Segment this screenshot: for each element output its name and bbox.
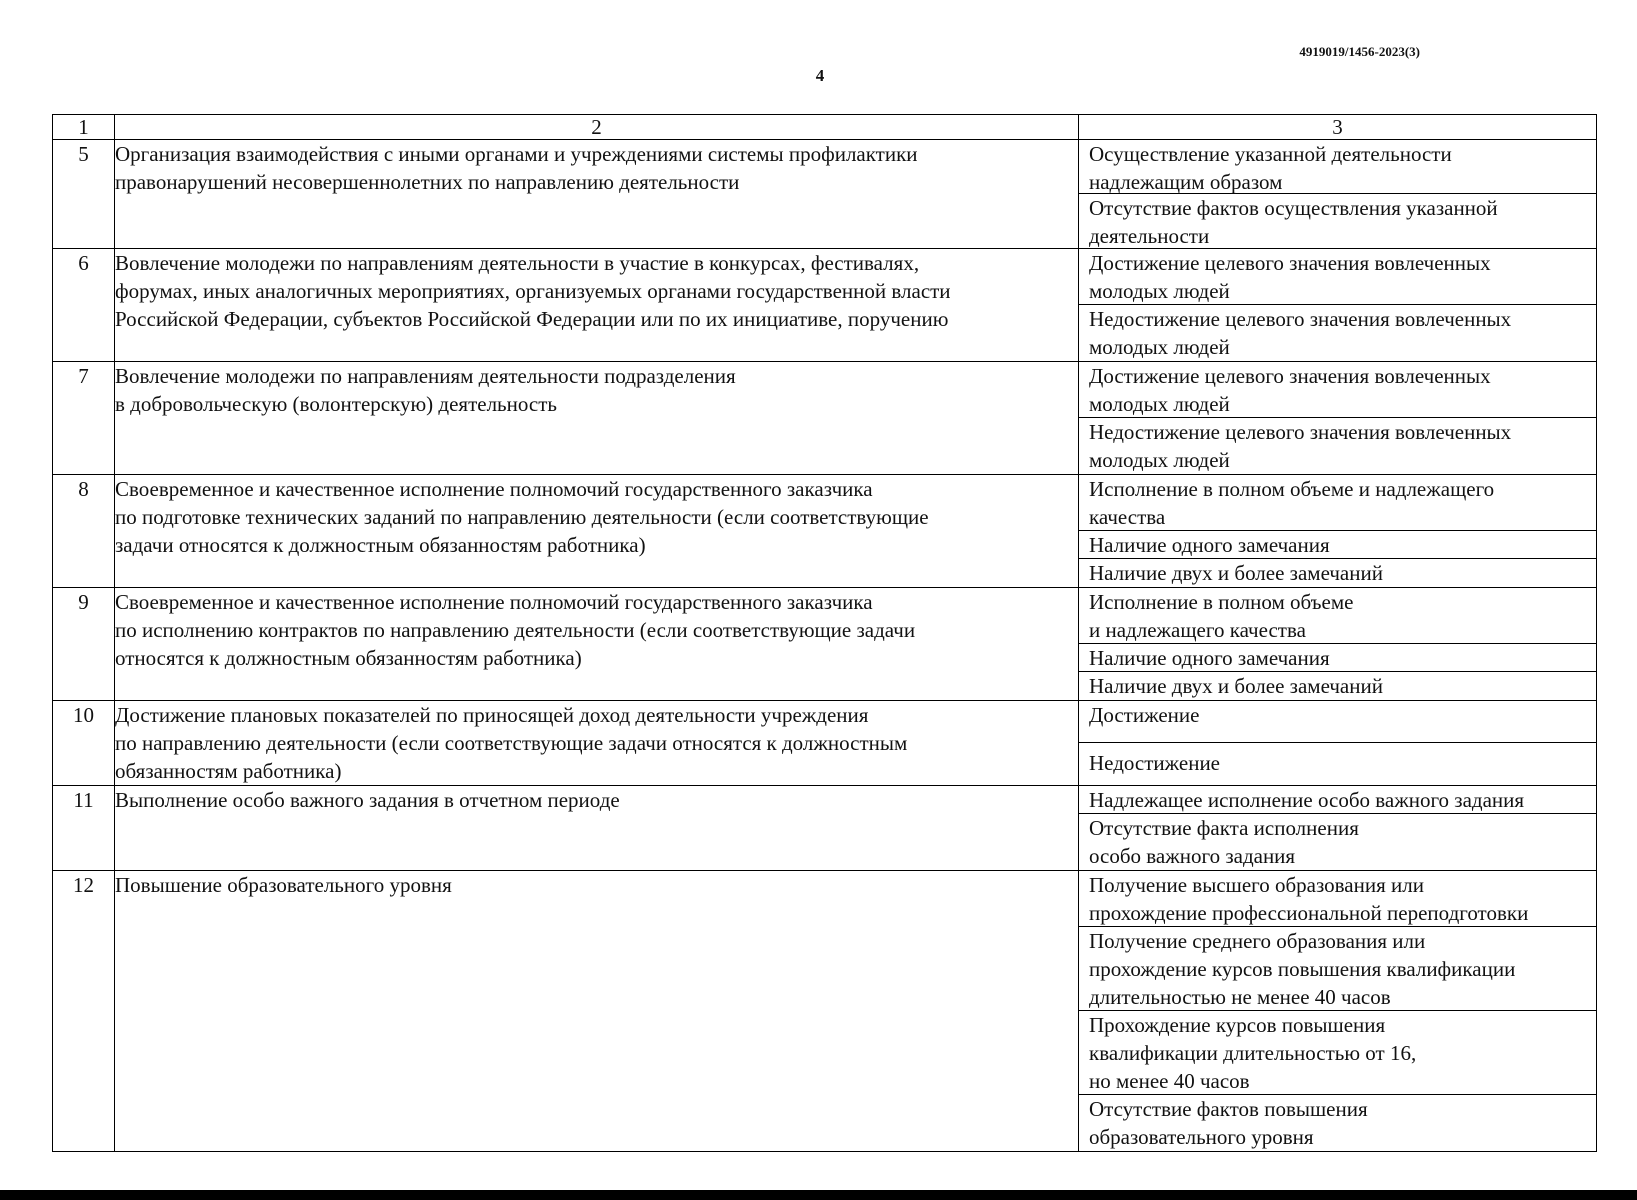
row-number: 12 bbox=[53, 871, 115, 1152]
row-criteria bbox=[1079, 588, 1597, 701]
table-row bbox=[53, 249, 1597, 362]
row-indicator: Достижение плановых показателей по приносящей доход деятельности учреждения по направлению деятельности (если соответствующие задачи относятся к должностным обязанностям работника) bbox=[115, 701, 1079, 786]
criterion-item: Отсутствие факта исполнения особо важного задания bbox=[1089, 816, 1359, 868]
table-row bbox=[53, 871, 1597, 1152]
row-number: 10 bbox=[53, 701, 115, 786]
criterion-item: Исполнение в полном объеме и надлежащего качества bbox=[1079, 475, 1596, 531]
criterion-item: Надлежащее исполнение особо важного задания bbox=[1079, 786, 1596, 814]
row-criteria bbox=[1079, 475, 1597, 588]
criterion-item: Получение высшего образования или прохождение профессиональной переподготовки bbox=[1079, 871, 1596, 927]
row-criteria bbox=[1079, 701, 1597, 786]
column-header-number: 1 bbox=[53, 115, 115, 140]
column-header-criteria: 3 bbox=[1079, 115, 1597, 140]
row-criteria bbox=[1079, 249, 1597, 362]
row-number: 8 bbox=[53, 475, 115, 588]
criterion-item: Наличие двух и более замечаний bbox=[1089, 674, 1383, 698]
row-number: 6 bbox=[53, 249, 115, 362]
row-number: 7 bbox=[53, 362, 115, 475]
criterion-item: Недостижение целевого значения вовлеченных молодых людей bbox=[1089, 307, 1512, 359]
table-row bbox=[53, 786, 1597, 871]
table-row bbox=[53, 362, 1597, 475]
row-criteria bbox=[1079, 140, 1597, 249]
row-indicator: Повышение образовательного уровня bbox=[115, 871, 1079, 1152]
row-indicator: Своевременное и качественное исполнение полномочий государственного заказчика по подготовке технических заданий по направлению деятельности (если соответствующие задачи относятся к должностным обязанностям работника) bbox=[115, 475, 1079, 588]
row-indicator: Вовлечение молодежи по направлениям деятельности в участие в конкурсах, фестивалях, форумах, иных аналогичных мероприятиях, организуемых органами государственной власти Российской Федерации, субъектов Российской Федерации или по их инициативе, поручению bbox=[115, 249, 1079, 362]
criterion-item: Наличие двух и более замечаний bbox=[1089, 561, 1383, 585]
table-row bbox=[53, 140, 1597, 249]
criterion-item: Исполнение в полном объеме и надлежащего качества bbox=[1079, 588, 1596, 644]
criterion-item: Осуществление указанной деятельности надлежащим образом bbox=[1079, 140, 1596, 194]
criterion-item: Получение среднего образования или прохождение курсов повышения квалификации длительностью не менее 40 часов bbox=[1079, 927, 1596, 1011]
criterion-item: Достижение целевого значения вовлеченных молодых людей bbox=[1079, 249, 1596, 305]
row-indicator: Выполнение особо важного задания в отчетном периоде bbox=[115, 786, 1079, 871]
criterion-item: Отсутствие фактов повышения образовательного уровня bbox=[1089, 1097, 1368, 1149]
row-number: 11 bbox=[53, 786, 115, 871]
row-indicator: Своевременное и качественное исполнение полномочий государственного заказчика по исполнению контрактов по направлению деятельности (если соответствующие задачи относятся к должностным обязанностям работника) bbox=[115, 588, 1079, 701]
scan-bottom-edge bbox=[0, 1190, 1637, 1200]
document-number: 4919019/1456-2023(3) bbox=[1299, 44, 1420, 59]
row-indicator: Вовлечение молодежи по направлениям деятельности подразделения в добровольческую (волонтерскую) деятельность bbox=[115, 362, 1079, 475]
column-header-indicator: 2 bbox=[115, 115, 1079, 140]
row-criteria bbox=[1079, 786, 1597, 871]
table-header-row bbox=[53, 115, 1597, 140]
criterion-item: Достижение bbox=[1079, 701, 1596, 743]
table-row bbox=[53, 701, 1597, 786]
row-number: 9 bbox=[53, 588, 115, 701]
row-indicator: Организация взаимодействия с иными органами и учреждениями системы профилактики правонарушений несовершеннолетних по направлению деятельности bbox=[115, 140, 1079, 249]
criterion-item: Достижение целевого значения вовлеченных молодых людей bbox=[1079, 362, 1596, 418]
criterion-item: Наличие одного замечания bbox=[1079, 644, 1596, 672]
criterion-item: Отсутствие фактов осуществления указанной деятельности bbox=[1089, 196, 1498, 248]
criterion-item: Прохождение курсов повышения квалификации длительностью от 16, но менее 40 часов bbox=[1079, 1011, 1596, 1095]
row-number: 5 bbox=[53, 140, 115, 249]
row-criteria bbox=[1079, 871, 1597, 1152]
table-row bbox=[53, 588, 1597, 701]
criterion-item: Наличие одного замечания bbox=[1079, 531, 1596, 559]
page-number: 4 bbox=[815, 66, 825, 85]
row-criteria bbox=[1079, 362, 1597, 475]
criterion-item: Недостижение целевого значения вовлеченных молодых людей bbox=[1089, 420, 1512, 472]
criterion-item: Недостижение bbox=[1089, 751, 1221, 775]
table-row bbox=[53, 475, 1597, 588]
criteria-table bbox=[52, 114, 1597, 1152]
